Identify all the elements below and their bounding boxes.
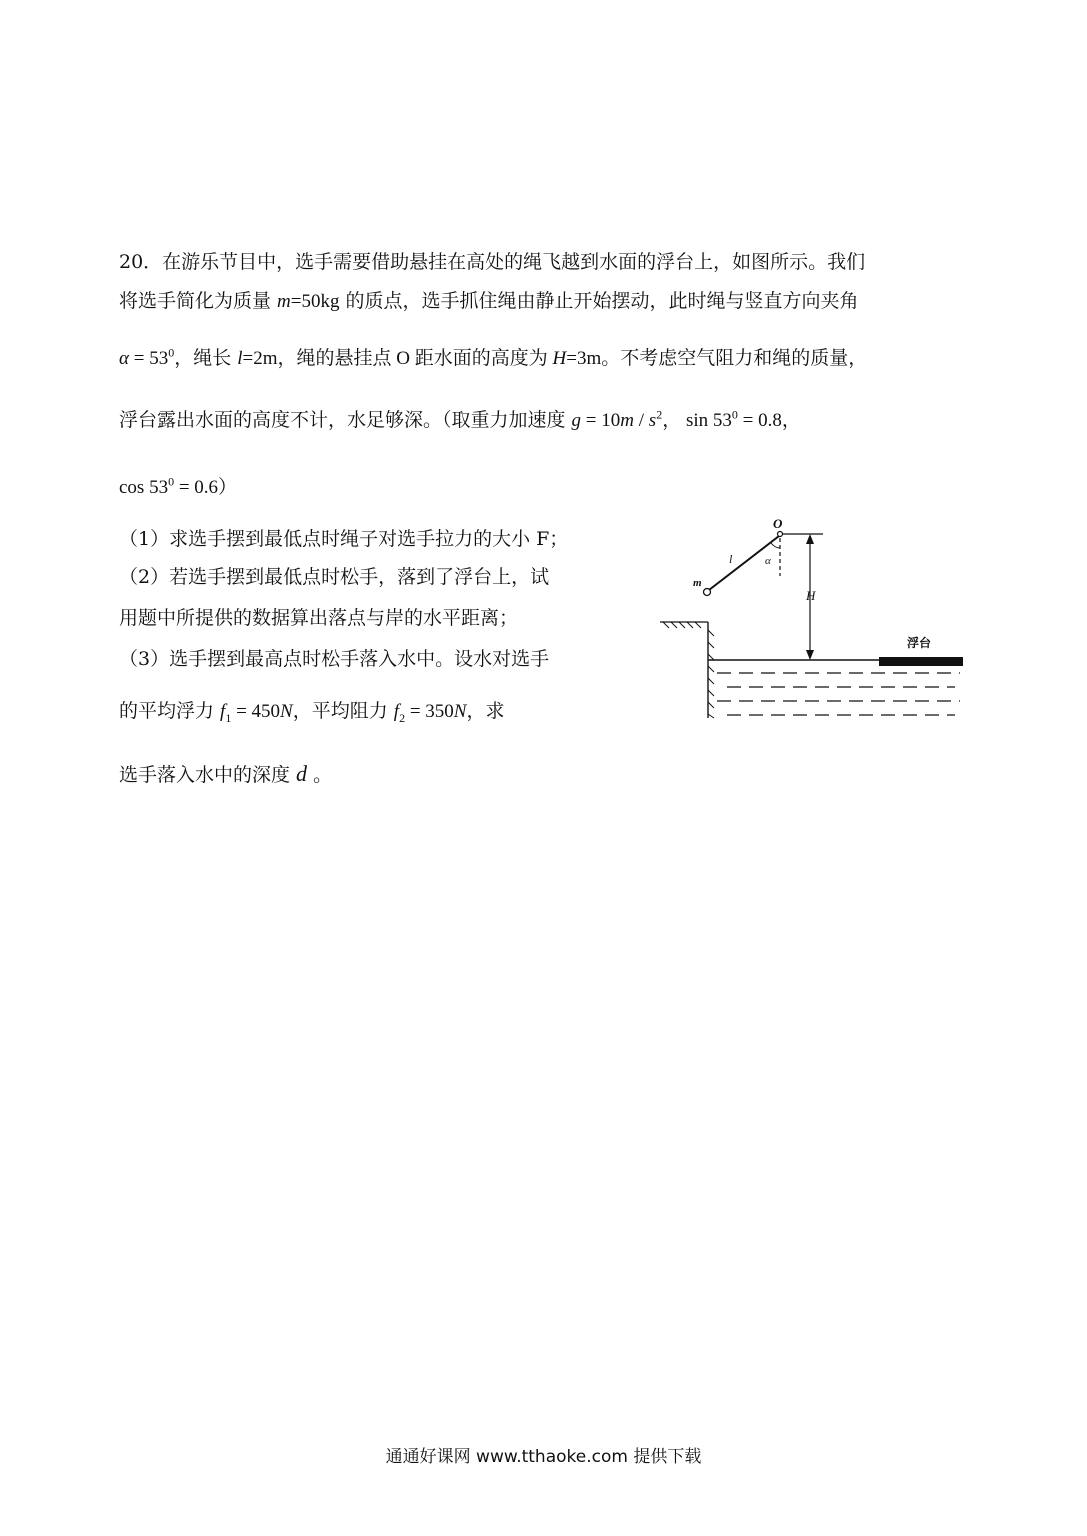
bank-hatching [663, 622, 714, 718]
floating-platform [879, 657, 963, 666]
label-l: l [729, 552, 733, 566]
mass-point [704, 589, 711, 596]
label-o: O [773, 518, 783, 531]
question-3-line-3: 选手落入水中的深度 d 。 [119, 761, 333, 786]
problem-line-1: 20．在游乐节目中，选手需要借助悬挂在高处的绳飞越到水面的浮台上，如图所示。我们 [119, 251, 866, 273]
footer-credit: 通通好课网 www.tthaoke.com 提供下载 [385, 1447, 702, 1467]
label-platform: 浮台 [907, 636, 932, 650]
height-arrow-top [806, 534, 814, 544]
label-alpha: α [765, 555, 771, 567]
pendulum-diagram [655, 518, 975, 728]
problem-line-3: $\alpha = 53^0$，绳长 l=2m，绳的悬挂点 O 距水面的高度为 H=3m。不考虑空气阻力和绳的质量， [119, 345, 868, 369]
question-3-line-2: 的平均浮力 $f_1 = 450N$，平均阻力 $f_2 = 350N$，求 [119, 700, 505, 725]
label-m: m [693, 577, 702, 589]
problem-line-5: $\cos 53^0 = 0.6$） [119, 474, 238, 498]
question-1: （1）求选手摆到最低点时绳子对选手拉力的大小 F； [119, 528, 569, 550]
height-arrow-bottom [806, 650, 814, 660]
question-3-line-1: （3）选手摆到最高点时松手落入水中。设水对选手 [119, 648, 550, 670]
label-h: H [806, 588, 816, 603]
problem-line-2: 将选手简化为质量 m=50kg 的质点，选手抓住绳由静止开始摆动，此时绳与竖直方向夹角 [119, 290, 859, 312]
angle-arc [771, 543, 780, 548]
problem-line-4: 浮台露出水面的高度不计，水足够深。（取重力加速度 $g = 10m / s^2$， $\sin 53^0 = 0.8$， [119, 407, 801, 431]
water-dashes [717, 673, 960, 715]
question-2-line-2: 用题中所提供的数据算出落点与岸的水平距离； [119, 607, 519, 629]
question-2-line-1: （2）若选手摆到最低点时松手，落到了浮台上，试 [119, 566, 550, 588]
